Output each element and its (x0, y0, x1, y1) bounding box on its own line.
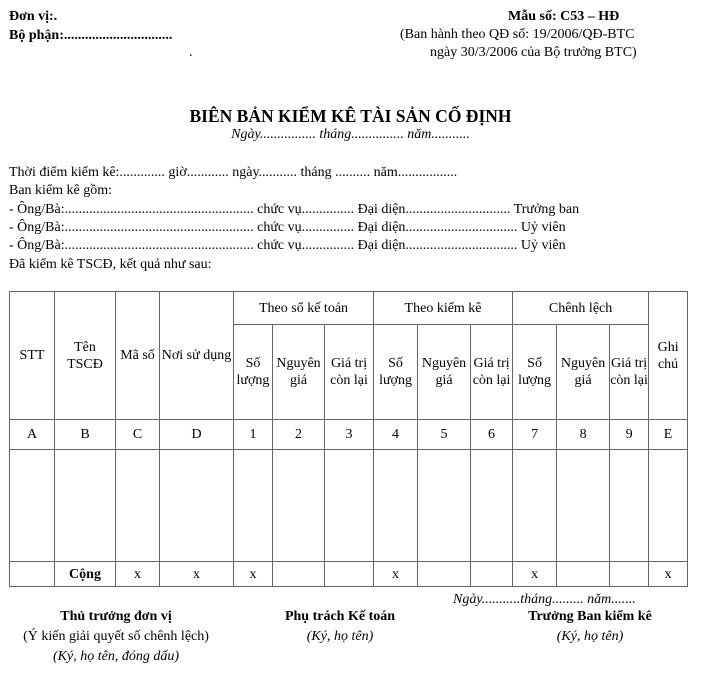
code-cell: 6 (471, 420, 513, 450)
total-cell: x (374, 562, 418, 587)
empty-cell (418, 450, 471, 562)
empty-cell (610, 450, 649, 562)
empty-cell (160, 450, 234, 562)
sig-committee-title: Trưởng Ban kiểm kê (528, 609, 652, 624)
empty-cell (10, 450, 55, 562)
signature-block-head (0, 607, 232, 667)
total-row (10, 562, 688, 587)
header-stt: STT (10, 292, 55, 420)
header-group-difference: Chênh lệch (513, 292, 649, 325)
total-cell (471, 562, 513, 587)
header-note: Ghi chú (649, 292, 688, 420)
inventory-time-line: Thời điểm kiểm kê:............. giờ............ ngày........... tháng .......... năm................. (9, 165, 458, 180)
total-label: Cộng (55, 562, 116, 587)
total-cell (325, 562, 374, 587)
total-cell (557, 562, 610, 587)
committee-member-3: - Ông/Bà:...................................................... chức vụ............... Đại diện................................ Uỷ viên (9, 238, 566, 253)
code-cell: B (55, 420, 116, 450)
dot-mark: . (189, 45, 193, 60)
empty-cell (471, 450, 513, 562)
issuance-decision: (Ban hành theo QĐ số: 19/2006/QĐ-BTC (400, 27, 635, 42)
code-cell: 3 (325, 420, 374, 450)
total-cell (273, 562, 325, 587)
header-quantity: Số lượng (374, 325, 418, 420)
total-cell: x (649, 562, 688, 587)
header-original-cost: Nguyên giá (418, 325, 471, 420)
total-cell: x (116, 562, 160, 587)
committee-member-2: - Ông/Bà:...................................................... chức vụ............... Đại diện................................ Uỷ viên (9, 220, 566, 235)
issuance-date: ngày 30/3/2006 của Bộ trưởng BTC) (430, 45, 637, 60)
empty-cell (649, 450, 688, 562)
code-cell: 5 (418, 420, 471, 450)
sig-accountant-instruction: (Ký, họ tên) (306, 629, 374, 644)
code-cell: 9 (610, 420, 649, 450)
header-original-cost: Nguyên giá (273, 325, 325, 420)
empty-cell (55, 450, 116, 562)
empty-cell (273, 450, 325, 562)
empty-cell (116, 450, 160, 562)
header-code: Mã số (116, 292, 160, 420)
empty-cell (374, 450, 418, 562)
total-cell (610, 562, 649, 587)
sig-accountant-title: Phụ trách Kế toán (284, 609, 396, 624)
committee-label: Ban kiểm kê gồm: (9, 183, 113, 198)
empty-cell (325, 450, 374, 562)
code-cell: E (649, 420, 688, 450)
header-group-inventory: Theo kiểm kê (374, 292, 513, 325)
total-cell: x (234, 562, 273, 587)
total-cell: x (513, 562, 557, 587)
signing-date-line: Ngày...........tháng......... năm....... (453, 592, 636, 607)
header-original-cost: Nguyên giá (557, 325, 610, 420)
bo-phan-label: Bộ phận:............................... (9, 28, 173, 43)
code-cell: 2 (273, 420, 325, 450)
asset-inventory-table (9, 291, 688, 587)
header-quantity: Số lượng (234, 325, 273, 420)
empty-data-row (10, 450, 688, 562)
header-remaining-value: Giá trị còn lại (471, 325, 513, 420)
page-title: BIÊN BẢN KIỂM KÊ TÀI SẢN CỐ ĐỊNH (189, 106, 512, 126)
code-cell: 8 (557, 420, 610, 450)
result-intro: Đã kiểm kê TSCĐ, kết quả như sau: (9, 257, 212, 272)
sig-head-note: (Ý kiến giải quyết số chênh lệch) (23, 629, 209, 644)
empty-cell (513, 450, 557, 562)
signature-block-committee-head (490, 607, 690, 647)
header-asset-name: Tên TSCĐ (55, 292, 116, 420)
sig-head-instruction: (Ký, họ tên, đóng dấu) (53, 649, 179, 664)
committee-member-1: - Ông/Bà:...................................................... chức vụ............... Đại diện.............................. Trưởng ban (9, 202, 580, 217)
title-date-line: Ngày................ tháng............... năm........... (231, 127, 470, 142)
code-cell: 7 (513, 420, 557, 450)
header-remaining-value: Giá trị còn lại (325, 325, 374, 420)
total-cell: x (160, 562, 234, 587)
code-cell: 1 (234, 420, 273, 450)
total-cell (10, 562, 55, 587)
empty-cell (234, 450, 273, 562)
form-number: Mẫu số: C53 – HĐ (508, 9, 620, 24)
header-group-accounting: Theo sổ kế toán (234, 292, 374, 325)
column-code-row (10, 420, 688, 450)
header-remaining-value: Giá trị còn lại (610, 325, 649, 420)
signature-block-accountant (250, 607, 430, 647)
code-cell: D (160, 420, 234, 450)
header-quantity: Số lượng (513, 325, 557, 420)
sig-head-title: Thủ trưởng đơn vị (60, 609, 172, 624)
code-cell: A (10, 420, 55, 450)
empty-cell (557, 450, 610, 562)
sig-committee-instruction: (Ký, họ tên) (556, 629, 624, 644)
code-cell: 4 (374, 420, 418, 450)
total-cell (418, 562, 471, 587)
don-vi-label: Đơn vị:. (9, 9, 58, 24)
code-cell: C (116, 420, 160, 450)
header-location: Nơi sử dụng (160, 292, 234, 420)
